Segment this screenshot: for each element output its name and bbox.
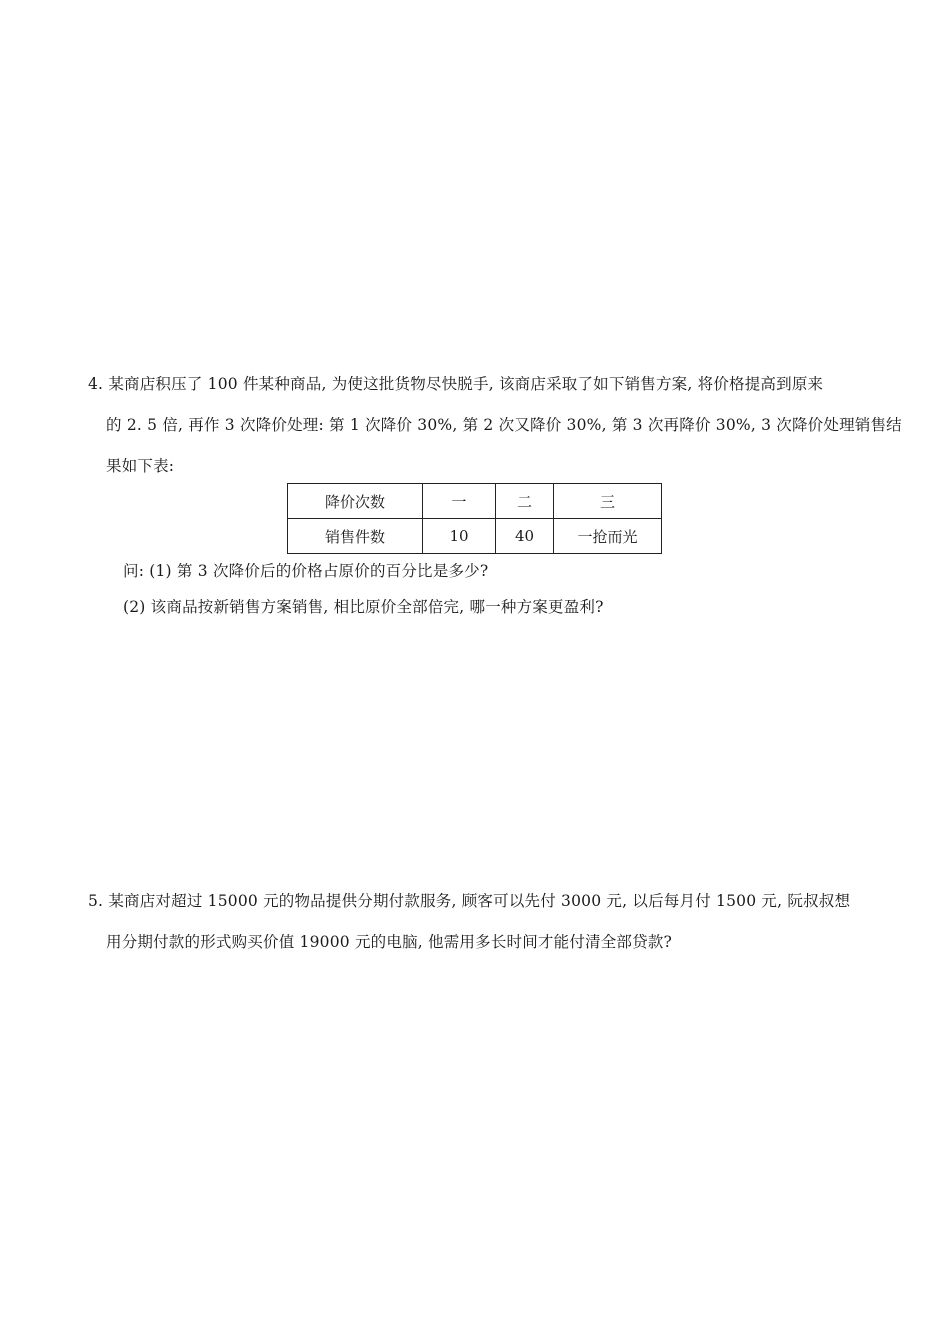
table-row [288, 519, 662, 554]
question-4-line-3: 果如下表: [106, 457, 175, 475]
question-4-sub-question-2: (2) 该商品按新销售方案销售, 相比原价全部倍完, 哪一种方案更盈利? [123, 598, 604, 616]
question-4-line-1: 4. 某商店积压了 100 件某种商品, 为使这批货物尽快脱手, 该商店采取了如下销售方案, 将价格提高到原来 [88, 375, 824, 393]
table-cell: 40 [496, 519, 554, 554]
table-cell: 销售件数 [288, 519, 423, 554]
question-5-line-1: 5. 某商店对超过 15000 元的物品提供分期付款服务, 顾客可以先付 3000 元, 以后每月付 1500 元, 阮叔叔想 [88, 892, 851, 910]
question-4-sub-question-1: 问: (1) 第 3 次降价后的价格占原价的百分比是多少? [123, 562, 489, 580]
table-cell: 二 [496, 484, 554, 519]
price-reduction-table [287, 483, 662, 554]
table-cell: 10 [423, 519, 496, 554]
table-cell: 一 [423, 484, 496, 519]
question-4-line-2: 的 2. 5 倍, 再作 3 次降价处理: 第 1 次降价 30%, 第 2 次又降价 30%, 第 3 次再降价 30%, 3 次降价处理销售结 [106, 416, 902, 434]
table-row [288, 484, 662, 519]
question-5-line-2: 用分期付款的形式购买价值 19000 元的电脑, 他需用多长时间才能付清全部贷款? [106, 933, 673, 951]
table-cell: 一抢而光 [554, 519, 662, 554]
table-cell: 三 [554, 484, 662, 519]
table-cell: 降价次数 [288, 484, 423, 519]
